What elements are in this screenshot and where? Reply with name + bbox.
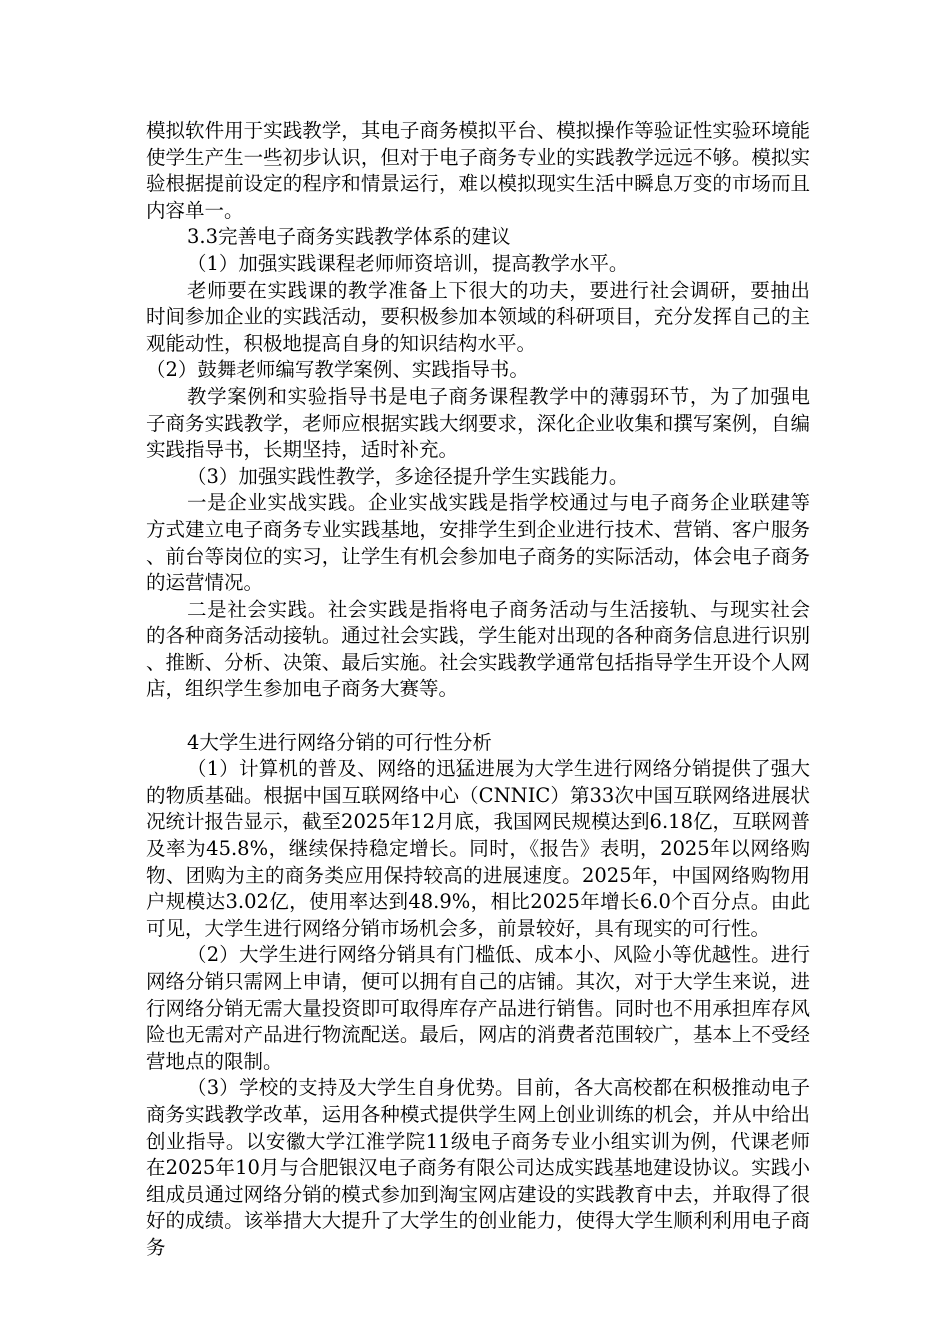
point-3-heading: （3）加强实践性教学，多途径提升学生实践能力。 [187, 464, 629, 488]
paragraph-network-foundation: （1）计算机的普及、网络的迅猛进展为大学生进行网络分销提供了强大的物质基础。根据中国互联网络中心（CNNIC）第33次中国互联网络进展状况统计报告显示，截至2025年12月底，我国网民规模达到6.18亿，互联网普及率为45.8%，继续保持稳定增长。同时，《报告》表明，2025年以网络购物、团购为主的商务类应用保持较高的进展速度。2025年，中国网络购物用户规模达3.02亿，使用率达到48.9%，相比2025年增长6.0个百分点。由此可见，大学生进行网络分销市场机会多，前景较好，具有现实的可行性。 [146, 757, 810, 940]
section-heading-3-3: 3.3完善电子商务实践教学体系的建议 [187, 225, 511, 249]
paragraph-school-support: （3）学校的支持及大学生自身优势。目前，各大高校都在积极推动电子商务实践教学改革，运用各种模式提供学生网上创业训练的机会，并从中给出创业指导。以安徽大学江淮学院11级电子商务专业小组实训为例，代课老师在2025年10月与合肥银汉电子商务有限公司达成实践基地建设协议。实践小组成员通过网络分销的模式参加到淘宝网店建设的实践教育中去，并取得了很好的成绩。该举措大大提升了大学生的创业能力，使得大学生顺利利用电子商务 [146, 1076, 810, 1259]
paragraph-enterprise-practice: 一是企业实战实践。企业实战实践是指学校通过与电子商务企业联建等方式建立电子商务专业实践基地，安排学生到企业进行技术、营销、客户服务、前台等岗位的实习，让学生有机会参加电子商务的实际活动，体会电子商务的运营情况。 [146, 491, 810, 595]
document-page [146, 118, 810, 1262]
paragraph-teaching-cases: 教学案例和实验指导书是电子商务课程教学中的薄弱环节，为了加强电子商务实践教学，老师应根据实践大纲要求，深化企业收集和撰写案例，自编实践指导书，长期坚持，适时补充。 [146, 384, 810, 462]
section-heading-4: 4大学生进行网络分销的可行性分析 [187, 730, 492, 754]
paragraph-simulation-software: 模拟软件用于实践教学，其电子商务模拟平台、模拟操作等验证性实验环境能使学生产生一些初步认识，但对于电子商务专业的实践教学远远不够。模拟实验根据提前设定的程序和情景运行，难以模拟现实生活中瞬息万变的市场而且内容单一。 [146, 119, 810, 222]
point-1-heading: （1）加强实践课程老师师资培训，提高教学水平。 [187, 251, 629, 275]
paragraph-gap [146, 703, 810, 730]
point-2-heading: （2）鼓舞老师编写教学案例、实践指导书。 [146, 358, 529, 382]
paragraph-teacher-training: 老师要在实践课的教学准备上下很大的功夫，要进行社会调研，要抽出时间参加企业的实践活动，要积极参加本领域的科研项目，充分发挥自己的主观能动性，积极地提高自身的知识结构水平。 [146, 278, 810, 355]
paragraph-low-threshold: （2）大学生进行网络分销具有门槛低、成本小、风险小等优越性。进行网络分销只需网上申请，便可以拥有自己的店铺。其次，对于大学生来说，进行网络分销无需大量投资即可取得库存产品进行销售。同时也不用承担库存风险也无需对产品进行物流配送。最后，网店的消费者范围较广，基本上不受经营地点的限制。 [146, 943, 810, 1073]
paragraph-social-practice: 二是社会实践。社会实践是指将电子商务活动与生活接轨、与现实社会的各种商务活动接轨。通过社会实践，学生能对出现的各种商务信息进行识别、推断、分析、决策、最后实施。社会实践教学通常包括指导学生开设个人网店，组织学生参加电子商务大赛等。 [146, 597, 810, 701]
